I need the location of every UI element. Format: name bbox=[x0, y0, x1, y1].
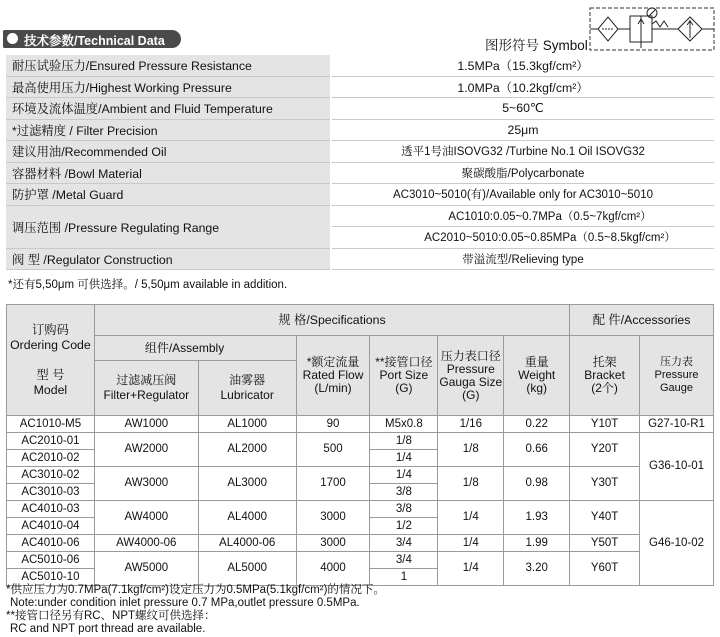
weight-cell: 1.99 bbox=[504, 535, 570, 552]
lub-cell: AL2000 bbox=[198, 433, 296, 467]
weight-cell: 0.66 bbox=[504, 433, 570, 467]
port-cell: 1 bbox=[370, 569, 438, 586]
table-row bbox=[7, 416, 714, 433]
symbol-label: 图形符号 Symbol bbox=[485, 38, 588, 53]
model-cell: AC5010-06 bbox=[7, 552, 95, 569]
pgauge-cell: G36-10-01 bbox=[640, 433, 714, 501]
bracket-cell: Y10T bbox=[570, 416, 640, 433]
spec-value: 透平1号油ISOVG32 /Turbine No.1 Oil ISOVG32 bbox=[331, 141, 714, 163]
spec-label: 阀 型 /Regulator Construction bbox=[6, 248, 331, 270]
spec-row bbox=[6, 162, 714, 184]
header-rated-flow: *额定流量 Rated Flow (L/min) bbox=[296, 336, 370, 416]
spec-label: 容器材料 /Bowl Material bbox=[6, 162, 331, 184]
fr-cell: AW5000 bbox=[94, 552, 198, 586]
spec-value: 带溢流型/Relieving type bbox=[331, 248, 714, 270]
gauge-cell: 1/4 bbox=[438, 552, 504, 586]
section-title: 技术参数/Technical Data bbox=[24, 34, 165, 48]
spec-value: 25μm bbox=[331, 119, 714, 141]
port-cell: 1/4 bbox=[370, 467, 438, 484]
header-lubricator: 油雾器 Lubricator bbox=[198, 361, 296, 416]
bracket-cell: Y50T bbox=[570, 535, 640, 552]
spec-value: AC3010~5010(有)/Available only for AC3010~5010 bbox=[331, 184, 714, 206]
gauge-cell: 1/8 bbox=[438, 433, 504, 467]
port-cell: 3/4 bbox=[370, 552, 438, 569]
spec-row bbox=[6, 98, 714, 120]
weight-cell: 1.93 bbox=[504, 501, 570, 535]
model-cell: AC5010-10 bbox=[7, 569, 95, 586]
spec-value: AC2010~5010:0.05~0.85MPa（0.5~8.5kgf/cm²） bbox=[331, 227, 714, 249]
bracket-cell: Y20T bbox=[570, 433, 640, 467]
port-cell: 3/4 bbox=[370, 535, 438, 552]
footnote: *供应压力为0.7MPa(7.1kgf/cm²)设定压力为0.5MPa(5.1kgf/cm²)的情况下。 bbox=[6, 584, 385, 596]
spec-value: 聚碳酸脂/Polycarbonate bbox=[331, 162, 714, 184]
fr-cell: AW2000 bbox=[94, 433, 198, 467]
table-row bbox=[7, 501, 714, 518]
bullet-icon bbox=[7, 33, 18, 44]
spec-table bbox=[6, 55, 714, 270]
port-cell: 3/8 bbox=[370, 484, 438, 501]
pneumatic-symbol-icon bbox=[588, 4, 716, 54]
footnote: RC and NPT port thread are available. bbox=[10, 623, 206, 635]
port-cell: 3/8 bbox=[370, 501, 438, 518]
spec-row bbox=[6, 248, 714, 270]
gauge-cell: 1/8 bbox=[438, 467, 504, 501]
precision-note: *还有5,50μm 可供选择。/ 5,50μm available in addition. bbox=[8, 279, 288, 291]
bracket-cell: Y30T bbox=[570, 467, 640, 501]
header-weight: 重量 Weight (kg) bbox=[504, 336, 570, 416]
model-cell: AC2010-01 bbox=[7, 433, 95, 450]
model-cell: AC3010-02 bbox=[7, 467, 95, 484]
bracket-cell: Y40T bbox=[570, 501, 640, 535]
table-row bbox=[7, 433, 714, 450]
header-assembly: 组件/Assembly bbox=[94, 336, 296, 361]
spec-row bbox=[6, 119, 714, 141]
ordering-table bbox=[6, 304, 714, 586]
header-accessories: 配 件/Accessories bbox=[570, 305, 714, 336]
section-header bbox=[3, 30, 183, 50]
port-cell: M5x0.8 bbox=[370, 416, 438, 433]
lub-cell: AL5000 bbox=[198, 552, 296, 586]
table-row bbox=[7, 535, 714, 552]
header-gauge-size: 压力表口径 Pressure Gauga Size (G) bbox=[438, 336, 504, 416]
flow-cell: 1700 bbox=[296, 467, 370, 501]
port-cell: 1/4 bbox=[370, 450, 438, 467]
fr-cell: AW4000-06 bbox=[94, 535, 198, 552]
flow-cell: 3000 bbox=[296, 535, 370, 552]
footnote: **接管口径另有RC、NPT螺纹可供选择： bbox=[6, 610, 216, 622]
weight-cell: 0.98 bbox=[504, 467, 570, 501]
gauge-cell: 1/4 bbox=[438, 535, 504, 552]
table-row bbox=[7, 467, 714, 484]
spec-row bbox=[6, 76, 714, 98]
header-filter-regulator: 过滤减压阀 Filter+Regulator bbox=[94, 361, 198, 416]
header-port-size: **接管口径 Port Size (G) bbox=[370, 336, 438, 416]
spec-label: 调压范围 /Pressure Regulating Range bbox=[6, 205, 331, 248]
lub-cell: AL4000-06 bbox=[198, 535, 296, 552]
flow-cell: 90 bbox=[296, 416, 370, 433]
model-cell: AC1010-M5 bbox=[7, 416, 95, 433]
weight-cell: 0.22 bbox=[504, 416, 570, 433]
flow-cell: 500 bbox=[296, 433, 370, 467]
bracket-cell: Y60T bbox=[570, 552, 640, 586]
spec-value: AC1010:0.05~0.7MPa（0.5~7kgf/cm²） bbox=[331, 205, 714, 227]
header-pressure-gauge: 压力表 Pressure Gauge bbox=[640, 336, 714, 416]
spec-value: 1.0MPa（10.2kgf/cm²） bbox=[331, 76, 714, 98]
pgauge-cell: G27-10-R1 bbox=[640, 416, 714, 433]
spec-label: 最高使用压力/Highest Working Pressure bbox=[6, 76, 331, 98]
header-bracket: 托架 Bracket (2个) bbox=[570, 336, 640, 416]
footnote: Note:under condition inlet pressure 0.7 MPa,outlet pressure 0.5MPa. bbox=[10, 597, 360, 609]
spec-label: *过滤精度 / Filter Precision bbox=[6, 119, 331, 141]
spec-row bbox=[6, 55, 714, 76]
port-cell: 1/8 bbox=[370, 433, 438, 450]
table-row bbox=[7, 552, 714, 569]
spec-row bbox=[6, 141, 714, 163]
model-cell: AC4010-03 bbox=[7, 501, 95, 518]
model-cell: AC4010-06 bbox=[7, 535, 95, 552]
spec-label: 防护罩 /Metal Guard bbox=[6, 184, 331, 206]
lub-cell: AL1000 bbox=[198, 416, 296, 433]
fr-cell: AW3000 bbox=[94, 467, 198, 501]
lub-cell: AL3000 bbox=[198, 467, 296, 501]
gauge-cell: 1/4 bbox=[438, 501, 504, 535]
gauge-cell: 1/16 bbox=[438, 416, 504, 433]
spec-label: 建议用油/Recommended Oil bbox=[6, 141, 331, 163]
flow-cell: 4000 bbox=[296, 552, 370, 586]
model-cell: AC3010-03 bbox=[7, 484, 95, 501]
fr-cell: AW4000 bbox=[94, 501, 198, 535]
spec-label: 耐压试验压力/Ensured Pressure Resistance bbox=[6, 55, 331, 76]
port-cell: 1/2 bbox=[370, 518, 438, 535]
model-cell: AC4010-04 bbox=[7, 518, 95, 535]
header-ordering-code: 订购码 Ordering Code 型 号 Model bbox=[7, 305, 95, 416]
pgauge-cell: G46-10-02 bbox=[640, 501, 714, 586]
model-cell: AC2010-02 bbox=[7, 450, 95, 467]
spec-value: 1.5MPa（15.3kgf/cm²） bbox=[331, 55, 714, 76]
header-specifications: 规 格/Specifications bbox=[94, 305, 569, 336]
spec-row bbox=[6, 205, 714, 227]
weight-cell: 3.20 bbox=[504, 552, 570, 586]
flow-cell: 3000 bbox=[296, 501, 370, 535]
spec-row bbox=[6, 184, 714, 206]
spec-label: 环境及流体温度/Ambient and Fluid Temperature bbox=[6, 98, 331, 120]
fr-cell: AW1000 bbox=[94, 416, 198, 433]
lub-cell: AL4000 bbox=[198, 501, 296, 535]
footnotes bbox=[6, 584, 385, 636]
spec-value: 5~60℃ bbox=[331, 98, 714, 120]
